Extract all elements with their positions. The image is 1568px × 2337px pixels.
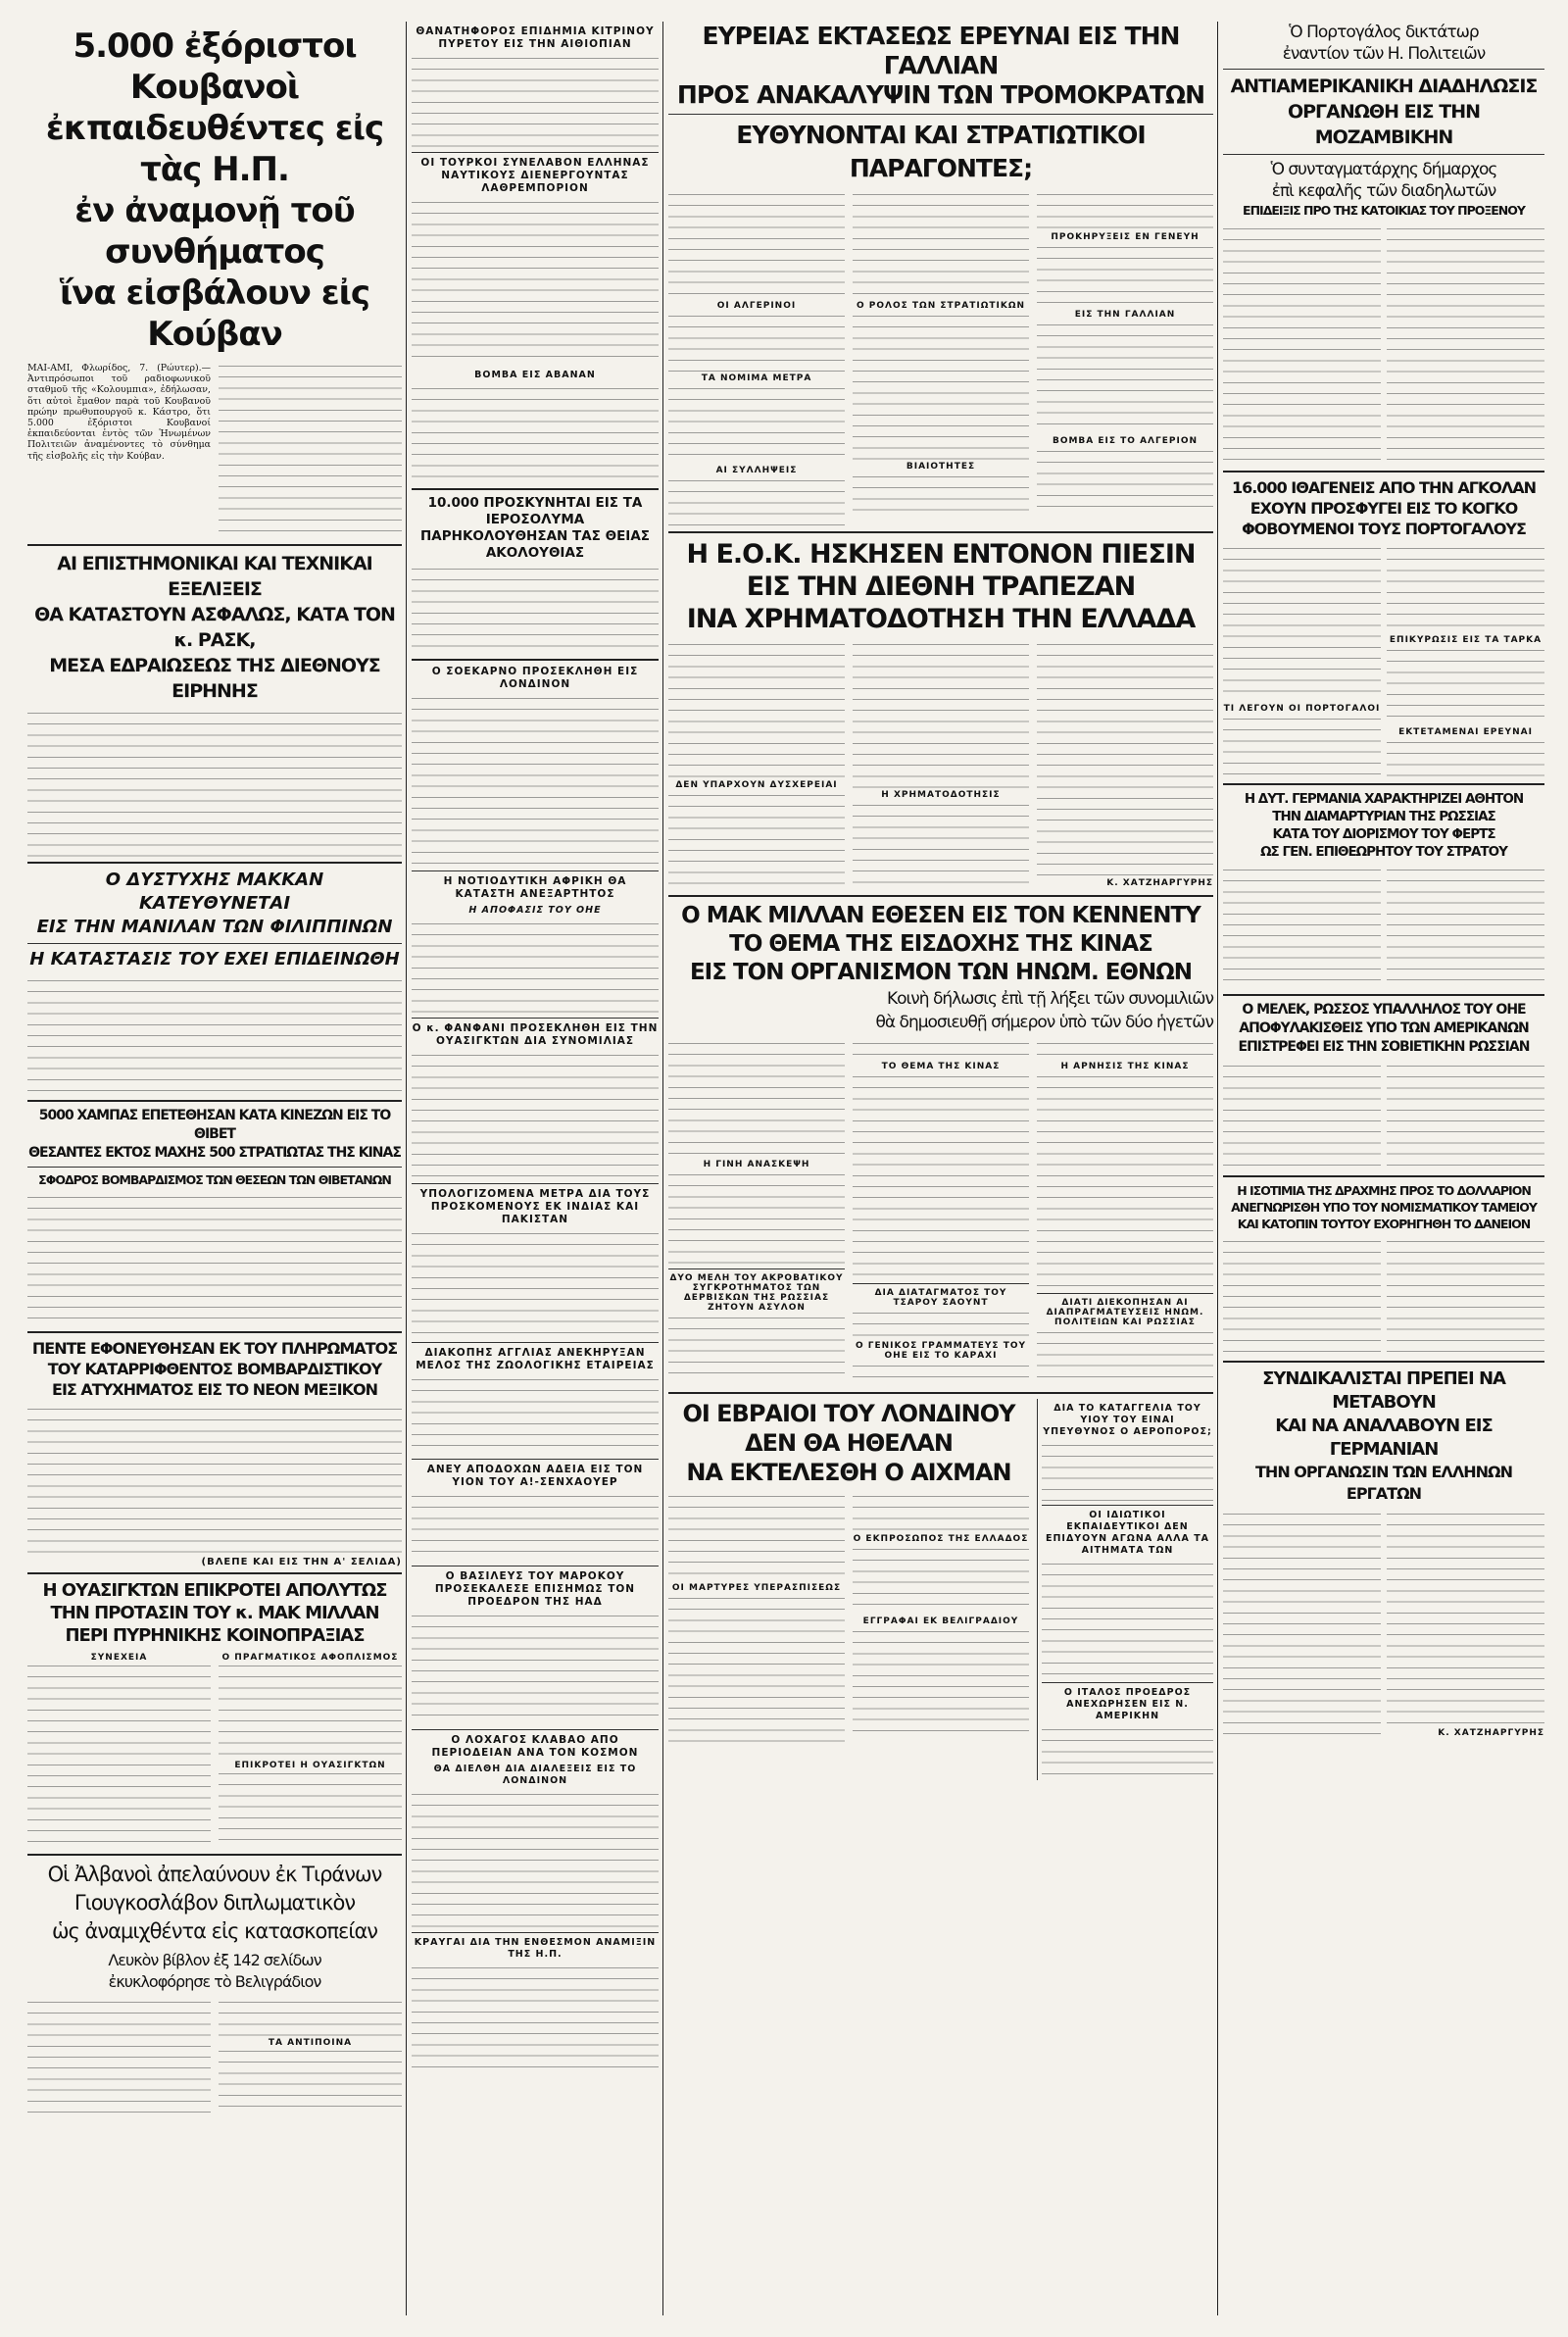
article-body — [412, 199, 659, 366]
headline-line: ΕΙΣ ΤΟΝ ΟΡΓΑΝΙΣΜΟΝ ΤΩΝ ΗΝΩΜ. ΕΘΝΩΝ — [689, 960, 1193, 985]
article-body — [412, 920, 659, 1014]
article-body — [1037, 1329, 1213, 1378]
headline-sub: Κοινὴ δήλωσις ἐπὶ τῇ λήξει τῶν συνομιλιῶν — [887, 989, 1213, 1009]
subhead: ΚΡΑΥΓΑΙ ΔΙΑ ΤΗΝ ΕΝΘΕΣΜΟΝ ΑΝΑΜΙΞΙΝ ΤΗΣ Η.Π. — [414, 1937, 657, 1960]
headline-melek — [1223, 1001, 1544, 1057]
headline-sub: ΕΠΙΔΕΙΞΙΣ ΠΡΟ ΤΗΣ ΚΑΤΟΙΚΙΑΣ ΤΟΥ ΠΡΟΞΕΝΟΥ — [1243, 203, 1525, 218]
article-body — [1223, 225, 1381, 466]
article-body — [27, 1663, 211, 1849]
headline-line: ΠΡΟΣ ΑΝΑΚΑΛΥΨΙΝ ΤΩΝ ΤΡΟΜΟΚΡΑΤΩΝ — [676, 80, 1205, 109]
article-body — [412, 1376, 659, 1455]
article-body — [853, 1040, 1029, 1060]
article-body — [412, 1493, 659, 1562]
article-body — [1223, 545, 1381, 702]
headline-sub: Λευκὸν βίβλον ἐξ 142 σελίδων — [108, 1951, 321, 1969]
byline: Κ. ΧΑΤΖΗΑΡΓΥΡΗΣ — [1106, 878, 1213, 888]
subhead: ΕΙΣ ΤΗΝ ΓΑΛΛΙΑΝ — [1074, 310, 1176, 320]
headline-line: ΕΙΣ ΤΗΝ ΔΙΕΘΝΗ ΤΡΑΠΕΖΑΝ — [746, 572, 1136, 602]
headline-drachma — [1223, 1182, 1544, 1232]
article-body — [412, 55, 659, 148]
headline-line: Η ΚΑΤΑΣΤΑΣΙΣ ΤΟΥ ΕΧΕΙ ΕΠΙΔΕΙΝΩΘΗ — [29, 949, 400, 970]
headline-eichmann — [668, 1399, 1029, 1487]
article-body — [412, 1791, 659, 1928]
article-body — [1037, 448, 1213, 507]
article-body — [1037, 1073, 1213, 1289]
subhead: ΟΙ ΜΑΡΤΥΡΕΣ ΥΠΕΡΑΣΠΙΣΕΩΣ — [671, 1583, 842, 1593]
article-body — [853, 1628, 1029, 1736]
headline-line: Ο ΔΥΣΤΥΧΗΣ ΜΑΚΚΑΝ ΚΑΤΕΥΘΥΝΕΤΑΙ — [105, 870, 324, 914]
headline-line: ΦΟΒΟΥΜΕΝΟΙ ΤΟΥΣ ΠΟΡΤΟΓΑΛΟΥΣ — [1242, 520, 1526, 538]
headline-line: ΝΑ ΕΚΤΕΛΕΣΘΗ Ο ΑΙΧΜΑΝ — [686, 1459, 1011, 1486]
brief-title: Ο ΣΟΕΚΑΡΝΟ ΠΡΟΣΕΚΛΗΘΗ ΕΙΣ ΛΟΝΔΙΝΟΝ — [431, 666, 639, 690]
headline-line: Γιουγκοσλάβον διπλωματικὸν — [74, 1891, 356, 1914]
brief-title: 10.000 ΠΡΟΣΚΥΝΗΤΑΙ ΕΙΣ ΤΑ ΙΕΡΟΣΟΛΥΜΑ ΠΑΡΗΚΟΛΟΥΘΗΣΑΝ ΤΑΣ ΘΕΙΑΣ ΑΚΟΛΟΥΘΙΑΣ — [420, 495, 650, 561]
headline-line: Η Ε.Ο.Κ. ΗΣΚΗΣΕΝ ΕΝΤΟΝΟΝ ΠΙΕΣΙΝ — [686, 539, 1196, 570]
article-body — [853, 313, 1029, 460]
headline-greek-workers — [1223, 1367, 1544, 1505]
headline-line: 16.000 ΙΘΑΓΕΝΕΙΣ ΑΠΟ ΤΗΝ ΑΓΚΟΛΑΝ — [1231, 478, 1537, 497]
headline-line: Ὁ Πορτογάλος δικτάτωρ — [1289, 23, 1479, 42]
brief-title: ΑΝΕΥ ΑΠΟΔΟΧΩΝ ΑΔΕΙΑ ΕΙΣ ΤΟΝ ΥΙΟΝ ΤΟΥ Α!-ΣΕΝΧΑΟΥΕΡ — [426, 1464, 644, 1488]
headline-sub: θὰ δημοσιευθῇ σήμερον ὑπὸ τῶν δύο ἡγετῶν — [875, 1013, 1213, 1032]
article-body — [412, 1230, 659, 1338]
article-body — [668, 477, 845, 526]
article-body — [219, 1770, 402, 1847]
article-body — [27, 977, 402, 1095]
headline-line: ΟΙ ΕΒΡΑΙΟΙ ΤΟΥ ΛΟΝΔΙΝΟΥ — [682, 1400, 1015, 1427]
subhead: ΒΟΜΒΑ ΕΙΣ ΑΒΑΝΑΝ — [474, 370, 596, 380]
headline-line: ἐκπαιδευθέντες εἰς τὰς Η.Π. — [45, 109, 384, 189]
article-body — [853, 191, 1029, 299]
article-body — [412, 1613, 659, 1725]
headline-line: ΑΝΤΙΑΜΕΡΙΚΑΝΙΚΗ ΔΙΑΔΗΛΩΣΙΣ — [1230, 75, 1538, 97]
article-body — [412, 566, 659, 654]
headline-line: ἵνα εἰσβάλουν εἰς Κούβαν — [59, 273, 370, 354]
subhead: ΤΟ ΘΕΜΑ ΤΗΣ ΚΙΝΑΣ — [881, 1062, 1001, 1071]
headline-sub: ἐπὶ κεφαλῆς τῶν διαδηλωτῶν — [1271, 181, 1496, 201]
headline-line: ΕΥΘΥΝΟΝΤΑΙ ΚΑΙ ΣΤΡΑΤΙΩΤΙΚΟΙ ΠΑΡΑΓΟΝΤΕΣ; — [736, 121, 1146, 182]
article-body — [1223, 1063, 1381, 1170]
headline-line: ΕΥΡΕΙΑΣ ΕΚΤΑΣΕΩΣ ΕΡΕΥΝΑΙ ΕΙΣ ΤΗΝ ΓΑΛΛΙΑΝ — [702, 22, 1180, 79]
headline-line: ΕΙΣ ΤΗΝ ΜΑΝΙΛΑΝ ΤΩΝ ΦΙΛΙΠΠΙΝΩΝ — [36, 917, 393, 937]
brief-title: ΥΠΟΛΟΓΙΖΟΜΕΝΑ ΜΕΤΡΑ ΔΙΑ ΤΟΥΣ ΠΡΟΣΚΟΜΕΝΟΥΣ ΕΚ ΙΝΔΙΑΣ ΚΑΙ ΠΑΚΙΣΤΑΝ — [419, 1188, 651, 1225]
headline-line: ΘΑ ΚΑΤΑΣΤΟΥΝ ΑΣΦΑΛΩΣ, ΚΑΤΑ ΤΟΝ κ. ΡΑΣΚ, — [34, 604, 395, 651]
article-body — [219, 1999, 402, 2038]
article-body — [1387, 739, 1544, 778]
article-body — [853, 802, 1029, 890]
subhead: Η ΓΙΝΗ ΑΝΑΣΚΕΨΗ — [703, 1160, 810, 1169]
subhead: ΤΑ ΑΝΤΙΠΟΙΝΑ — [268, 2038, 353, 2048]
headline-line: ΑΠΟΦΥΛΑΚΙΣΘΕΙΣ ΥΠΟ ΤΩΝ ΑΜΕΡΙΚΑΝΩΝ — [1239, 1020, 1529, 1036]
subhead: ΠΡΟΚΗΡΥΞΕΙΣ ΕΝ ΓΕΝΕΥΗ — [1051, 232, 1200, 242]
headline-line: 5.000 ἐξόριστοι Κουβανοὶ — [73, 26, 357, 107]
headline-line: Οἱ Ἀλβανοὶ ἀπελαύνουν ἐκ Τιράνων — [47, 1863, 382, 1886]
headline-line: ἐναντίον τῶν Η. Πολιτειῶν — [1282, 44, 1486, 64]
article-body — [1037, 641, 1213, 876]
brief-title: Ο ΛΟΧΑΓΟΣ ΚΛΑΒΑΟ ΑΠΟ ΠΕΡΙΟΔΕΙΑΝ ΑΝΑ ΤΟΝ ΚΟΣΜΟΝ — [431, 1734, 639, 1759]
article-body — [1037, 322, 1213, 434]
headline-sub: ΣΦΟΔΡΟΣ ΒΟΜΒΑΡΔΙΣΜΟΣ ΤΩΝ ΘΕΣΕΩΝ ΤΩΝ ΘΙΒΕΤΑΝΩΝ — [38, 1172, 391, 1187]
subhead: ΔΙΑΤΙ ΔΙΕΚΟΠΗΣΑΝ ΑΙ ΔΙΑΠΡΑΓΜΑΤΕΥΣΕΙΣ ΗΝΩΜ. ΠΟΛΙΤΕΙΩΝ ΚΑΙ ΡΩΣΣΙΑΣ — [1046, 1298, 1204, 1327]
article-body — [412, 385, 659, 483]
headline-line: Η ΟΥΑΣΙΓΚΤΩΝ ΕΠΙΚΡΟΤΕΙ ΑΠΟΛΥΤΩΣ — [42, 1580, 387, 1601]
headline-line: ΙΝΑ ΧΡΗΜΑΤΟΔΟΤΗΣΗ ΤΗΝ ΕΛΛΑΔΑ — [686, 604, 1196, 634]
headline-line: ΤΟΥ ΚΑΤΑΡΡΙΦΘΕΝΤΟΣ ΒΟΜΒΑΡΔΙΣΤΙΚΟΥ — [47, 1360, 382, 1378]
article-body — [219, 2048, 402, 2113]
article-body — [1223, 1511, 1381, 1741]
headline-line: ΚΑΤΑ ΤΟΥ ΔΙΟΡΙΣΜΟΥ ΤΟΥ ΦΕΡΤΣ — [1272, 826, 1495, 842]
subhead: ΕΠΙΚΡΟΤΕΙ Η ΟΥΑΣΙΓΚΤΩΝ — [234, 1761, 386, 1770]
article-body — [219, 363, 402, 539]
column-rule — [662, 22, 663, 2315]
subhead: ΔΥΟ ΜΕΛΗ ΤΟΥ ΑΚΡΟΒΑΤΙΚΟΥ ΣΥΓΚΡΟΤΗΜΑΤΟΣ ΤΩΝ ΔΕΡΒΙΣΚΩΝ ΤΗΣ ΡΩΣΣΙΑΣ ΖΗΤΟΥΝ ΑΣΥΛΟΝ — [669, 1273, 844, 1313]
headline-sub: Ὁ συνταγματάρχης δήμαρχος — [1270, 160, 1497, 179]
subhead: ΤΙ ΛΕΓΟΥΝ ΟΙ ΠΟΡΤΟΓΑΛΟΙ — [1223, 704, 1381, 714]
article-body — [412, 1052, 659, 1179]
subhead: ΕΚΤΕΤΑΜΕΝΑΙ ΕΡΕΥΝΑΙ — [1398, 727, 1533, 737]
subhead: Ο ΠΡΑΓΜΑΤΙΚΟΣ ΑΦΟΠΛΙΣΜΟΣ — [221, 1653, 399, 1663]
headline-mozambique — [1223, 22, 1544, 220]
article-body — [668, 1595, 845, 1742]
headline-albanians — [27, 1861, 402, 1993]
continuation-label: ΣΥΝΕΧΕΙΑ — [90, 1653, 148, 1663]
headline-line: ΠΕΡΙ ΠΥΡΗΝΙΚΗΣ ΚΟΙΝΟΠΡΑΞΙΑΣ — [65, 1625, 365, 1646]
byline: Κ. ΧΑΤΖΗΑΡΓΥΡΗΣ — [1438, 1728, 1544, 1738]
headline-line: Ο ΜΕΛΕΚ, ΡΩΣΣΟΣ ΥΠΑΛΛΗΛΟΣ ΤΟΥ ΟΗΕ — [1242, 1002, 1526, 1018]
article-body — [1042, 1561, 1213, 1678]
article-body — [853, 641, 1029, 788]
article-body — [668, 385, 845, 464]
column-2 — [412, 22, 659, 2072]
article-body — [27, 1999, 211, 2116]
column-rule — [406, 22, 407, 2315]
article-body — [27, 1406, 402, 1553]
headline-line: ΠΕΝΤΕ ΕΦΟΝΕΥΘΗΣΑΝ ΕΚ ΤΟΥ ΠΛΗΡΩΜΑΤΟΣ — [31, 1339, 398, 1358]
column-1 — [27, 22, 402, 2116]
article-body — [853, 1310, 1029, 1339]
headline-line: ΤΗΝ ΔΙΑΜΑΡΤΥΡΙΑΝ ΤΗΣ ΡΩΣΣΙΑΣ — [1272, 809, 1495, 824]
headline-line: ΣΥΝΔΙΚΑΛΙΣΤΑΙ ΠΡΕΠΕΙ ΝΑ ΜΕΤΑΒΟΥΝ — [1262, 1368, 1505, 1413]
brief-title: Ο ΒΑΣΙΛΕΥΣ ΤΟΥ ΜΑΡΟΚΟΥ ΠΡΟΣΕΚΑΛΕΣΕ ΕΠΙΣΗΜΩΣ ΤΟΝ ΠΡΟΕΔΡΟΝ ΤΗΣ ΗΑΔ — [434, 1570, 636, 1608]
headline-line: ΩΣ ΓΕΝ. ΕΠΙΘΕΩΡΗΤΟΥ ΤΟΥ ΣΤΡΑΤΟΥ — [1260, 844, 1507, 860]
article-body — [1387, 1238, 1544, 1356]
headline-rusk — [27, 551, 402, 704]
article-body — [668, 641, 845, 778]
article-body — [668, 1315, 845, 1373]
headline-line: ΔΕΝ ΘΑ ΗΘΕΛΑΝ — [745, 1429, 953, 1457]
brief-title: Ο ΙΤΑΛΟΣ ΠΡΟΕΔΡΟΣ ΑΝΕΧΩΡΗΣΕΝ ΕΙΣ Ν. ΑΜΕΡΙΚΗΝ — [1063, 1687, 1192, 1721]
subhead: Ο ΓΕΝΙΚΟΣ ΓΡΑΜΜΑΤΕΥΣ ΤΟΥ ΟΗΕ ΕΙΣ ΤΟ ΚΑΡΑΧΙ — [855, 1341, 1027, 1361]
article-body — [668, 191, 845, 299]
article-body — [853, 1073, 1029, 1279]
article-body — [853, 1546, 1029, 1615]
article-body — [1387, 1511, 1544, 1726]
subhead: Ο ΡΟΛΟΣ ΤΩΝ ΣΤΡΑΤΙΩΤΙΚΩΝ — [856, 301, 1026, 311]
see-also-ref: (ΒΛΕΠΕ ΚΑΙ ΕΙΣ ΤΗΝ Α' ΣΕΛΙΔΑ) — [201, 1557, 402, 1567]
article-body — [412, 1964, 659, 2072]
article-body — [1387, 545, 1544, 633]
article-body — [853, 473, 1029, 513]
headline-line: ΕΙΣ ΑΤΥΧΗΜΑΤΟΣ ΕΙΣ ΤΟ ΝΕΟΝ ΜΕΞΙΚΟΝ — [52, 1380, 377, 1399]
headline-line: ὡς ἀναμιχθέντα εἰς κατασκοπείαν — [51, 1919, 378, 1943]
brief-title: ΔΙΑ ΤΟ ΚΑΤΑΓΓΕΛΙΑ ΤΟΥ ΥΙΟΥ ΤΟΥ ΕΙΝΑΙ ΥΠΕΥΘΥΝΟΣ Ο ΑΕΡΟΠΟΡΟΣ; — [1043, 1403, 1212, 1437]
brief-title: Ο κ. ΦΑΝΦΑΝΙ ΠΡΟΣΕΚΛΗΘΗ ΕΙΣ ΤΗΝ ΟΥΑΣΙΓΚΤΩΝ ΔΙΑ ΣΥΝΟΜΙΛΙΑΣ — [412, 1022, 659, 1047]
headline-line: ΤΟ ΘΕΜΑ ΤΗΣ ΕΙΣΔΟΧΗΣ ΤΗΣ ΚΙΝΑΣ — [729, 931, 1152, 957]
headline-france-terror — [668, 22, 1213, 185]
subhead: Ο ΕΚΠΡΟΣΩΠΟΣ ΤΗΣ ΕΛΛΑΔΟΣ — [853, 1534, 1029, 1544]
subhead: ΕΓΓΡΑΦΑΙ ΕΚ ΒΕΛΙΓΡΑΔΙΟΥ — [862, 1616, 1019, 1626]
headline-macmillan-china — [668, 902, 1213, 1034]
article-body — [1037, 191, 1213, 230]
headline-line: ΕΧΟΥΝ ΠΡΟΣΦΥΓΕΙ ΕΙΣ ΤΟ ΚΟΓΚΟ — [1250, 499, 1518, 518]
article-body — [1223, 1238, 1381, 1356]
article-body — [1042, 1442, 1213, 1501]
article-body — [1223, 716, 1381, 774]
article-body — [853, 1363, 1029, 1387]
subhead: ΒΟΜΒΑ ΕΙΣ ΤΟ ΑΛΓΕΡΙΟΝ — [1052, 436, 1199, 446]
headline-eec-bank — [668, 538, 1213, 635]
headline-line: ΟΡΓΑΝΩΘΗ ΕΙΣ ΤΗΝ ΜΟΖΑΜΒΙΚΗΝ — [1287, 101, 1480, 148]
headline-khampas — [27, 1107, 402, 1188]
article-body — [1387, 867, 1544, 989]
headline-line: Η ΔΥΤ. ΓΕΡΜΑΝΙΑ ΧΑΡΑΚΤΗΡΙΖΕΙ ΑΘΗΤΟΝ — [1244, 791, 1524, 807]
column-4 — [1223, 22, 1544, 1741]
article-body — [1223, 867, 1381, 989]
article-body — [668, 313, 845, 372]
headline-bomber — [27, 1338, 402, 1400]
article-body — [27, 1194, 402, 1326]
article-body — [1037, 1040, 1213, 1060]
article-body — [668, 792, 845, 890]
subhead: ΘΑ ΔΙΕΛΘΗ ΔΙΑ ΔΙΑΛΕΞΕΙΣ ΕΙΣ ΤΟ ΛΟΝΔΙΝΟΝ — [433, 1764, 637, 1786]
article-body — [1037, 244, 1213, 308]
subhead: ΕΠΙΚΥΡΩΣΙΣ ΕΙΣ ΤΑ ΤΑΡΚΑ — [1389, 635, 1543, 645]
subhead: ΒΙΑΙΟΤΗΤΕΣ — [906, 462, 976, 472]
brief-title: ΔΙΑΚΟΠΗΣ ΑΓΓΛΙΑΣ ΑΝΕΚΗΡΥΞΑΝ ΜΕΛΟΣ ΤΗΣ ΖΩΟΛΟΓΙΚΗΣ ΕΤΑΙΡΕΙΑΣ — [416, 1347, 655, 1371]
subhead: ΤΑ ΝΟΜΙΜΑ ΜΕΤΡΑ — [701, 373, 812, 383]
headline-line: ΑΝΕΓΝΩΡΙΣΘΗ ΥΠΟ ΤΟΥ ΝΟΜΙΣΜΑΤΙΚΟΥ ΤΑΜΕΙΟΥ — [1231, 1200, 1537, 1215]
headline-line: ΤΗΝ ΟΡΓΑΝΩΣΙΝ ΤΩΝ ΕΛΛΗΝΩΝ ΕΡΓΑΤΩΝ — [1255, 1463, 1512, 1503]
brief-title: Η ΝΟΤΙΟΔΥΤΙΚΗ ΑΦΡΙΚΗ ΘΑ ΚΑΤΑΣΤΗ ΑΝΕΞΑΡΤΗΤΟΣ — [443, 875, 627, 900]
headline-line: ΤΗΝ ΠΡΟΤΑΣΙΝ ΤΟΥ κ. ΜΑΚ ΜΙΛΛΑΝ — [50, 1603, 379, 1623]
newspaper-page — [27, 22, 1544, 2315]
article-lede: ΜΑΙ-ΑΜΙ, Φλωρίδος, 7. (Ρώυτερ).— Ἀντιπρόσωποι τοῦ ραδιοφωνικοῦ σταθμοῦ τῆς «Κολουμπια», ἐδήλωσαν, ὅτι αὐτοὶ ἔμαθον παρὰ τοῦ Κουβανοῦ πρώην πρωθυπουργοῦ κ. Κάστρο, ὅτι 5.000 ἐξόριστοι Κουβανοί ἐκπαιδεύονται ἐντὸς τῶν Ἡνωμένων Πολιτειῶν ἀναμένοντες τὸ σύνθημα τῆς εἰσβολῆς εἰς τὴν Κούβαν. — [27, 363, 211, 462]
headline-line: ΜΕΣΑ ΕΔΡΑΙΩΣΕΩΣ ΤΗΣ ΔΙΕΘΝΟΥΣ ΕΙΡΗΝΗΣ — [49, 655, 380, 702]
article-body — [668, 1493, 845, 1581]
subhead: Η ΑΠΟΦΑΣΙΣ ΤΟΥ ΟΗΕ — [468, 905, 602, 916]
article-body — [1042, 1726, 1213, 1780]
brief-title: ΟΙ ΤΟΥΡΚΟΙ ΣΥΝΕΛΑΒΟΝ ΕΛΛΗΝΑΣ ΝΑΥΤΙΚΟΥΣ ΔΙΕΝΕΡΓΟΥΝΤΑΣ ΛΑΘΡΕΜΠΟΡΙΟΝ — [420, 157, 650, 194]
article-body — [1387, 1063, 1544, 1170]
brief-title: ΟΙ ΙΔΙΩΤΙΚΟΙ ΕΚΠΑΙΔΕΥΤΙΚΟΙ ΔΕΝ ΕΠΙΔΥΟΥΝ ΑΓΩΝΑ ΑΛΛΑ ΤΑ ΑΙΤΗΜΑΤΑ ΤΩΝ — [1045, 1510, 1210, 1556]
article-body — [853, 1493, 1029, 1532]
subhead: ΟΙ ΑΛΓΕΡΙΝΟΙ — [716, 301, 797, 311]
subhead: ΑΙ ΣΥΛΛΗΨΕΙΣ — [715, 466, 798, 475]
headline-cuban-exiles — [27, 22, 402, 355]
subhead: ΔΕΝ ΥΠΑΡΧΟΥΝ ΔΥΣΧΕΡΕΙΑΙ — [675, 780, 838, 790]
subhead: ΔΙΑ ΔΙΑΤΑΓΜΑΤΟΣ ΤΟΥ ΤΣΑΡΟΥ ΣΑΟΥΝΤ — [874, 1288, 1007, 1308]
headline-line: Η ΙΣΟΤΙΜΙΑ ΤΗΣ ΔΡΑΧΜΗΣ ΠΡΟΣ ΤΟ ΔΟΛΛΑΡΙΟΝ — [1237, 1183, 1531, 1198]
headline-nuclear — [27, 1579, 402, 1647]
headline-line: Ο ΜΑΚ ΜΙΛΛΑΝ ΕΘΕΣΕΝ ΕΙΣ ΤΟΝ ΚΕΝΝΕΝΤΥ — [681, 903, 1200, 928]
headline-angola — [1223, 477, 1544, 539]
headline-line: ΚΑΙ ΝΑ ΑΝΑΛΑΒΟΥΝ ΕΙΣ ΓΕΡΜΑΝΙΑΝ — [1275, 1416, 1493, 1460]
column-3 — [668, 22, 1213, 1780]
column-rule — [1217, 22, 1218, 2315]
headline-line: ΚΑΙ ΚΑΤΟΠΙΝ ΤΟΥΤΟΥ ΕΧΟΡΗΓΗΘΗ ΤΟ ΔΑΝΕΙΟΝ — [1237, 1217, 1531, 1231]
headline-line: ἐν ἀναμονῇ τοῦ συνθήματος — [74, 191, 355, 272]
brief-title: ΘΑΝΑΤΗΦΟΡΟΣ ΕΠΙΔΗΜΙΑ ΚΙΤΡΙΝΟΥ ΠΥΡΕΤΟΥ ΕΙΣ ΤΗΝ ΑΙΘΙΟΠΙΑΝ — [416, 25, 655, 50]
article-body — [219, 1663, 402, 1761]
article-body — [27, 710, 402, 857]
article-body — [668, 1171, 845, 1265]
headline-makkan — [27, 869, 402, 971]
headline-line: ΘΕΣΑΝΤΕΣ ΕΚΤΟΣ ΜΑΧΗΣ 500 ΣΤΡΑΤΙΩΤΑΣ ΤΗΣ ΚΙΝΑΣ — [28, 1145, 401, 1161]
article-body — [668, 1040, 845, 1158]
subhead: Η ΧΡΗΜΑΤΟΔΟΤΗΣΙΣ — [881, 790, 1001, 800]
headline-line: ΑΙ ΕΠΙΣΤΗΜΟΝΙΚΑΙ ΚΑΙ ΤΕΧΝΙΚΑΙ ΕΞΕΛΙΞΕΙΣ — [57, 553, 372, 600]
subhead: Η ΑΡΝΗΣΙΣ ΤΗΣ ΚΙΝΑΣ — [1060, 1062, 1190, 1071]
article-body — [412, 695, 659, 867]
headline-line: 5000 ΧΑΜΠΑΣ ΕΠΕΤΕΘΗΣΑΝ ΚΑΤΑ ΚΙΝΕΖΩΝ ΕΙΣ ΤΟ ΘΙΒΕΤ — [38, 1108, 391, 1142]
headline-line: ΕΠΙΣΤΡΕΦΕΙ ΕΙΣ ΤΗΝ ΣΟΒΙΕΤΙΚΗΝ ΡΩΣΣΙΑΝ — [1238, 1039, 1530, 1055]
article-body — [1387, 225, 1544, 466]
headline-west-germany — [1223, 790, 1544, 861]
article-body — [1387, 647, 1544, 725]
headline-sub: ἐκυκλοφόρησε τὸ Βελιγράδιον — [108, 1972, 321, 1991]
